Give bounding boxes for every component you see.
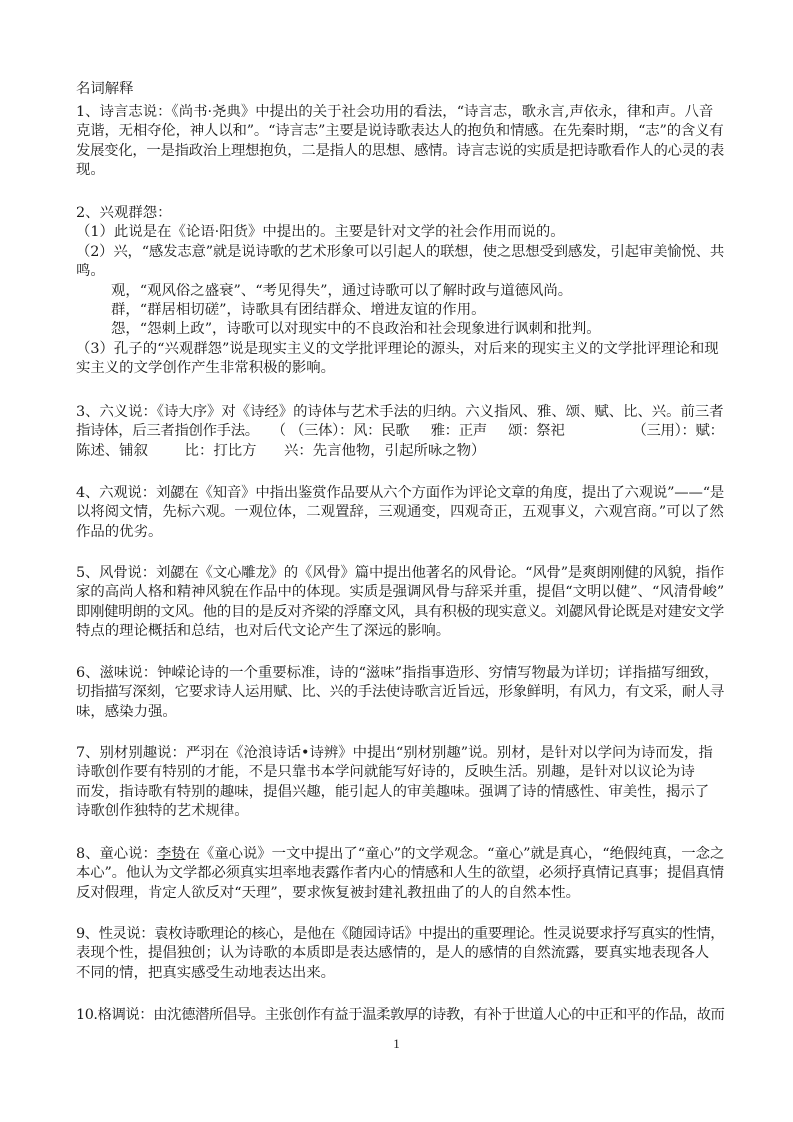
section-line: 反对假理，肯定人欲反对“天理”，要求恢复被封建礼教扭曲了的人的自然本性。: [76, 884, 580, 901]
section-line: 鸣。: [76, 263, 105, 280]
section-line: 陈述、铺叙 比：打比方 兴：先言他物，引起所咏之物）: [76, 442, 486, 459]
section-line: 实主义的文学创作产生非常积极的影响。: [76, 360, 336, 377]
section-line: （1）此说是在《论语·阳货》中提出的。主要是针对文学的社会作用而说的。: [76, 224, 565, 241]
section-line: 表现个性，提倡独创；认为诗歌的本质即是表达感情的，是人的感情的自然流露，要真实地表现各人: [76, 945, 710, 962]
section-line: 诗歌创作要有特别的才能，不是只靠书本学问就能写好诗的，反映生活。别趣，是针对以议论为诗: [76, 764, 695, 781]
section-line: 7、别材别趣说：严羽在《沧浪诗话•诗辨》中提出“别材别趣”说。别材，是针对以学问为诗而发，指: [76, 745, 713, 761]
section-line: 指诗体，后三者指创作手法。 （ （三体）：风：民歌 雅：正声 颂：祭祀 （三用）：赋：: [76, 423, 724, 440]
section-10: [76, 1006, 724, 1025]
section-line: 克谐，无相夺伦，神人以和”。“诗言志”主要是说诗歌表达人的抱负和情感。在先秦时期，“志”的含义有: [76, 123, 724, 140]
section-5: [76, 564, 724, 642]
section-line: 即刚健明朗的文风。他的目的是反对齐梁的浮靡文风，具有积极的现实意义。刘勰风骨论既是对建安文学: [76, 603, 724, 620]
page-number: 1: [393, 1036, 400, 1051]
section-3: [76, 403, 724, 461]
section-line: 特点的理论概括和总结，也对后代文论产生了深远的影响。: [76, 623, 451, 640]
section-line: 以将阅文情，先标六观。一观位体，二观置辞，三观通变，四观奇正，五观事义，六观宫商。”可以了然: [76, 504, 724, 521]
section-line: 2、兴观群怨：: [76, 205, 172, 221]
section-8: [76, 845, 724, 903]
section-line: 作品的优劣。: [76, 523, 163, 540]
page-heading: 名词解释: [76, 81, 134, 97]
section-line: 现。: [76, 162, 105, 179]
section-line: 观，“观风俗之盛衰”、“考见得失”，通过诗歌可以了解时政与道德风尚。: [111, 282, 573, 299]
section-line: 6、滋味说：钟嵘论诗的一个重要标准，诗的“滋味”指指事造形、穷情写物最为详切；详指描写细致，: [76, 665, 719, 681]
section-line: 诗歌创作独特的艺术规律。: [76, 803, 249, 820]
section-line: 切指描写深刻，它要求诗人运用赋、比、兴的手法使诗歌言近旨远，形象鲜明，有风力，有文采，耐人寻: [76, 684, 724, 701]
section-line: 家的高尚人格和精神风貌在作品中的体现。实质是强调风骨与辞采并重，提倡“文明以健”、“风清骨峻”: [76, 584, 725, 601]
section-1: [76, 103, 724, 181]
section-line: 4、六观说：刘勰在《知音》中指出鉴赏作品要从六个方面作为评论文章的角度，提出了六观说”——“是: [76, 485, 725, 501]
section-lead: 8、童心说：: [76, 846, 157, 862]
section-line: 味，感染力强。: [76, 703, 177, 720]
section-line: 本心”。他认为文学都必须真实坦率地表露作者内心的情感和人生的欲望，必须抒真情记真事；提倡真情: [76, 865, 724, 882]
section-line: [76, 845, 724, 864]
section-line: （2）兴，“感发志意”就是说诗歌的艺术形象可以引起人的联想，使之思想受到感发，引起审美愉悦、共: [76, 243, 725, 260]
author-name: 李贽: [156, 846, 186, 862]
section-line: 1、诗言志说：《尚书·尧典》中提出的关于社会功用的看法，“诗言志，歌永言,声依永，律和声。八音: [76, 104, 714, 120]
section-line: 3、六义说：《诗大序》对《诗经》的诗体与艺术手法的归纳。六义指风、雅、颂、赋、比、兴。前三者: [76, 404, 724, 420]
section-line: 群，“群居相切磋”，诗歌具有团结群众、增进友谊的作用。: [111, 302, 486, 319]
section-line-rest: 在《童心说》一文中提出了“童心”的文学观念。“童心”就是真心，“绝假纯真，一念之: [185, 846, 725, 862]
section-line: 而发，指诗歌有特别的趣味，提倡兴趣，能引起人的审美趣味。强调了诗的情感性、审美性，揭示了: [76, 783, 710, 800]
section-line: 5、风骨说：刘勰在《文心雕龙》的《风骨》篇中提出他著名的风骨论。“风骨”是爽朗刚健的风貌，指作: [76, 565, 725, 581]
section-line: 怨，“怨刺上政”，诗歌可以对现实中的不良政治和社会现象进行讽刺和批判。: [111, 321, 601, 338]
section-line: 发展变化，一是指政治上理想抱负，二是指人的思想、感情。诗言志说的实质是把诗歌看作人的心灵的表: [76, 142, 724, 159]
section-line: 9、性灵说：袁枚诗歌理论的核心，是他在《随园诗话》中提出的重要理论。性灵说要求抒写真实的性情，: [76, 926, 725, 942]
section-line: （3）孔子的“兴观群怨”说是现实主义的文学批评理论的源头，对后来的现实主义的文学批评理论和现: [76, 340, 719, 357]
section-4: [76, 484, 724, 542]
section-2: [76, 204, 724, 379]
section-7: [76, 744, 724, 822]
section-6: [76, 664, 724, 722]
section-line: 不同的情，把真实感受生动地表达出来。: [76, 964, 336, 981]
section-line: 10.格调说：由沈德潜所倡导。主张创作有益于温柔敦厚的诗教，有补于世道人心的中正和平的作品，故而: [76, 1007, 725, 1023]
heading-block: [76, 80, 724, 99]
section-9: [76, 925, 724, 983]
